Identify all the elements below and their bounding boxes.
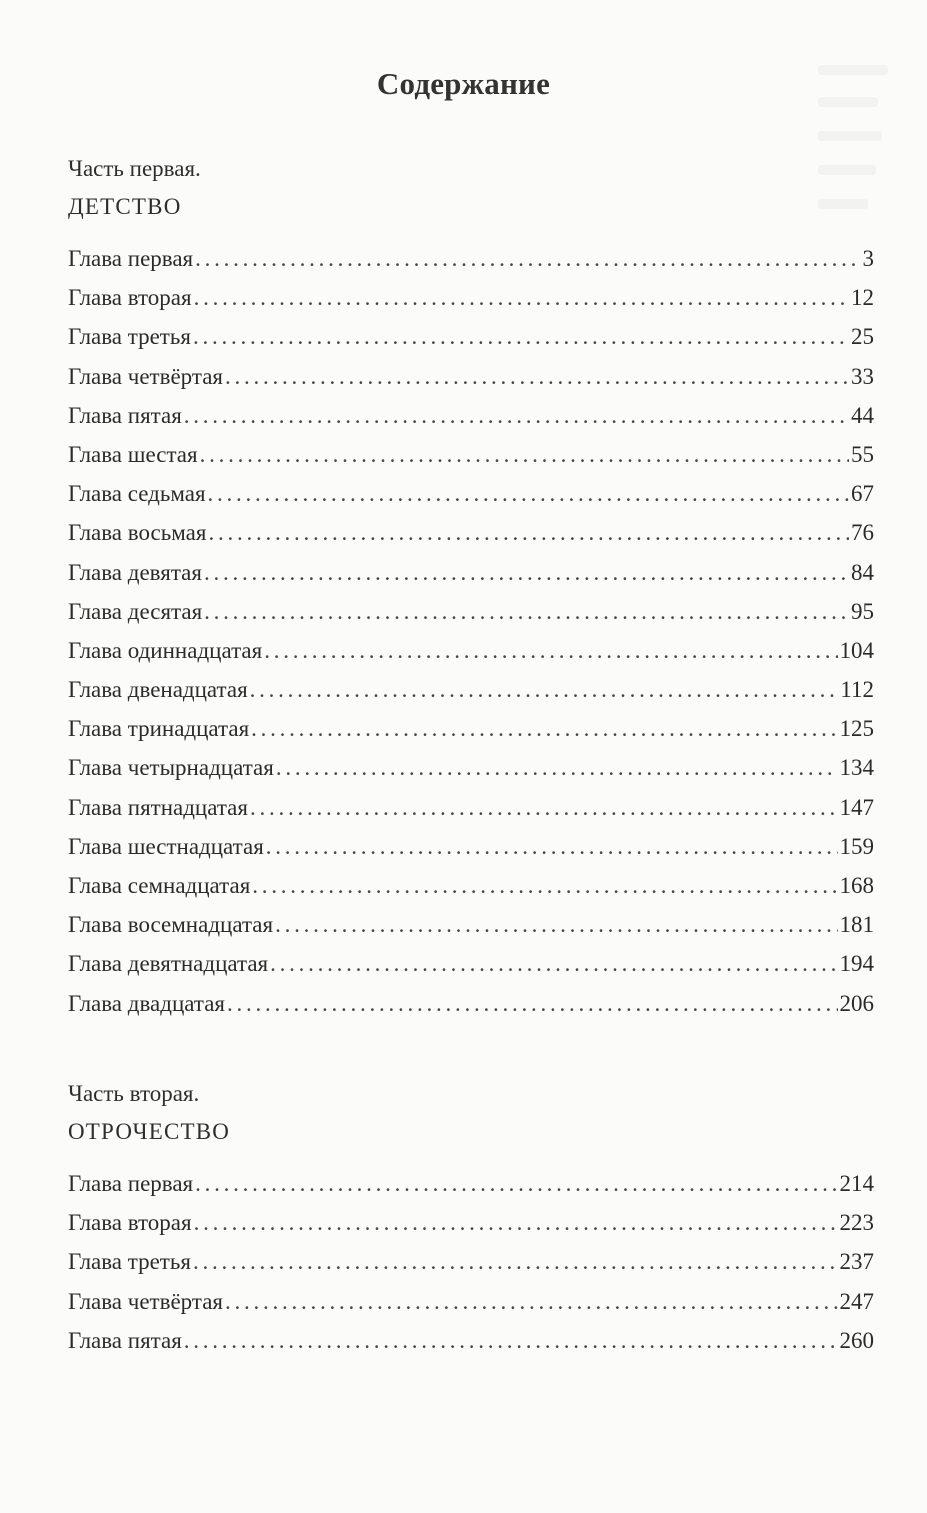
dot-leader <box>200 435 849 474</box>
toc-entry[interactable] <box>68 1242 874 1281</box>
chapter-list <box>68 239 874 1023</box>
toc-entry[interactable] <box>68 474 874 513</box>
toc-entry[interactable] <box>68 866 874 905</box>
toc-entry[interactable] <box>68 396 874 435</box>
chapter-name: Глава тринадцатая <box>68 716 250 742</box>
part-title: ДЕТСТВО <box>68 194 182 219</box>
part-one <box>68 153 874 1023</box>
toc-entry[interactable] <box>68 317 874 356</box>
part-label: Часть первая. <box>68 156 201 181</box>
chapter-name: Глава пятая <box>68 1327 182 1353</box>
chapter-name: Глава десятая <box>68 598 203 624</box>
chapter-name: Глава первая <box>68 246 194 271</box>
page-number: 159 <box>839 833 874 859</box>
chapter-name: Глава одиннадцатая <box>68 637 263 663</box>
dot-leader <box>184 396 849 435</box>
chapter-name: Глава восьмая <box>68 520 207 546</box>
page-number: 147 <box>839 794 874 820</box>
toc-entry[interactable] <box>68 748 874 787</box>
dot-leader <box>204 592 849 631</box>
page-number: 260 <box>839 1327 874 1353</box>
dot-leader <box>195 239 860 278</box>
chapter-name: Глава вторая <box>68 285 192 311</box>
toc-entry[interactable] <box>68 631 874 670</box>
dot-leader <box>264 631 837 670</box>
dot-leader <box>252 866 837 905</box>
page-number: 206 <box>839 990 874 1016</box>
toc-entry[interactable] <box>68 905 874 944</box>
toc-entry[interactable] <box>68 709 874 748</box>
page-title: Содержание <box>376 66 551 101</box>
page-number: 112 <box>840 677 874 703</box>
toc-entry[interactable] <box>68 239 874 278</box>
dot-leader <box>251 709 837 748</box>
page-number: 44 <box>851 402 874 428</box>
toc-entry[interactable] <box>68 1321 874 1360</box>
page-number: 12 <box>851 285 874 311</box>
page-number: 168 <box>839 873 874 898</box>
toc-entry[interactable] <box>68 984 874 1023</box>
chapter-name: Глава шестнадцатая <box>68 833 264 859</box>
toc-entry[interactable] <box>68 1164 874 1203</box>
toc-entry[interactable] <box>68 513 874 552</box>
toc-entry[interactable] <box>68 944 874 983</box>
dot-leader <box>276 748 838 787</box>
chapter-name: Глава третья <box>68 324 191 350</box>
page-number: 84 <box>851 559 874 585</box>
dot-leader <box>250 788 838 827</box>
dot-leader <box>270 944 837 983</box>
chapter-name: Глава семнадцатая <box>68 873 251 898</box>
toc-entry[interactable] <box>68 553 874 592</box>
page-number: 76 <box>851 520 874 546</box>
dot-leader <box>204 553 849 592</box>
toc-entry[interactable] <box>68 357 874 396</box>
dot-leader <box>184 1321 838 1360</box>
toc-entry[interactable] <box>68 827 874 866</box>
toc-entry[interactable] <box>68 435 874 474</box>
chapter-name: Глава девятая <box>68 559 202 585</box>
page-number: 33 <box>851 363 874 389</box>
chapter-name: Глава вторая <box>68 1210 192 1236</box>
chapter-name: Глава седьмая <box>68 481 206 507</box>
page-number: 134 <box>839 755 874 781</box>
chapter-name: Глава четвёртая <box>68 363 223 389</box>
page-number: 25 <box>851 324 874 350</box>
dot-leader <box>250 670 839 709</box>
toc-entry[interactable] <box>68 592 874 631</box>
chapter-name: Глава двадцатая <box>68 990 225 1016</box>
dot-leader <box>225 1282 838 1321</box>
dot-leader <box>195 1164 837 1203</box>
page-number: 194 <box>839 951 874 977</box>
toc-entry[interactable] <box>68 670 874 709</box>
page-number: 237 <box>839 1249 874 1275</box>
toc-entry[interactable] <box>68 1203 874 1242</box>
chapter-list <box>68 1164 874 1360</box>
chapter-name: Глава девятнадцатая <box>68 951 269 977</box>
page-number: 125 <box>839 716 874 742</box>
toc-entry[interactable] <box>68 1282 874 1321</box>
part-label: Часть вторая. <box>68 1081 200 1106</box>
dot-leader <box>275 905 837 944</box>
chapter-name: Глава первая <box>68 1171 194 1196</box>
page-number: 214 <box>839 1171 874 1196</box>
dot-leader <box>194 1203 838 1242</box>
chapter-name: Глава шестая <box>68 441 198 467</box>
dot-leader <box>193 317 849 356</box>
page-number: 181 <box>839 912 874 938</box>
toc-entry[interactable] <box>68 278 874 317</box>
dot-leader <box>208 474 849 513</box>
dot-leader <box>227 984 838 1023</box>
chapter-name: Глава восемнадцатая <box>68 912 274 938</box>
page-number: 247 <box>839 1288 874 1314</box>
page-number: 104 <box>839 637 874 663</box>
toc-entry[interactable] <box>68 788 874 827</box>
part-two <box>68 1078 874 1360</box>
chapter-name: Глава пятнадцатая <box>68 794 248 820</box>
part-title: ОТРОЧЕСТВО <box>68 1119 231 1144</box>
page-number: 67 <box>851 481 874 507</box>
page-number: 55 <box>851 441 874 467</box>
chapter-name: Глава четырнадцатая <box>68 755 274 781</box>
dot-leader <box>225 357 849 396</box>
chapter-name: Глава четвёртая <box>68 1288 223 1314</box>
chapter-name: Глава двенадцатая <box>68 677 248 703</box>
page-number: 95 <box>851 598 874 624</box>
chapter-name: Глава третья <box>68 1249 191 1275</box>
page-number: 3 <box>862 246 874 271</box>
page-number: 223 <box>839 1210 874 1236</box>
dot-leader <box>194 278 849 317</box>
dot-leader <box>193 1242 838 1281</box>
chapter-name: Глава пятая <box>68 402 182 428</box>
dot-leader <box>208 513 849 552</box>
dot-leader <box>266 827 838 866</box>
